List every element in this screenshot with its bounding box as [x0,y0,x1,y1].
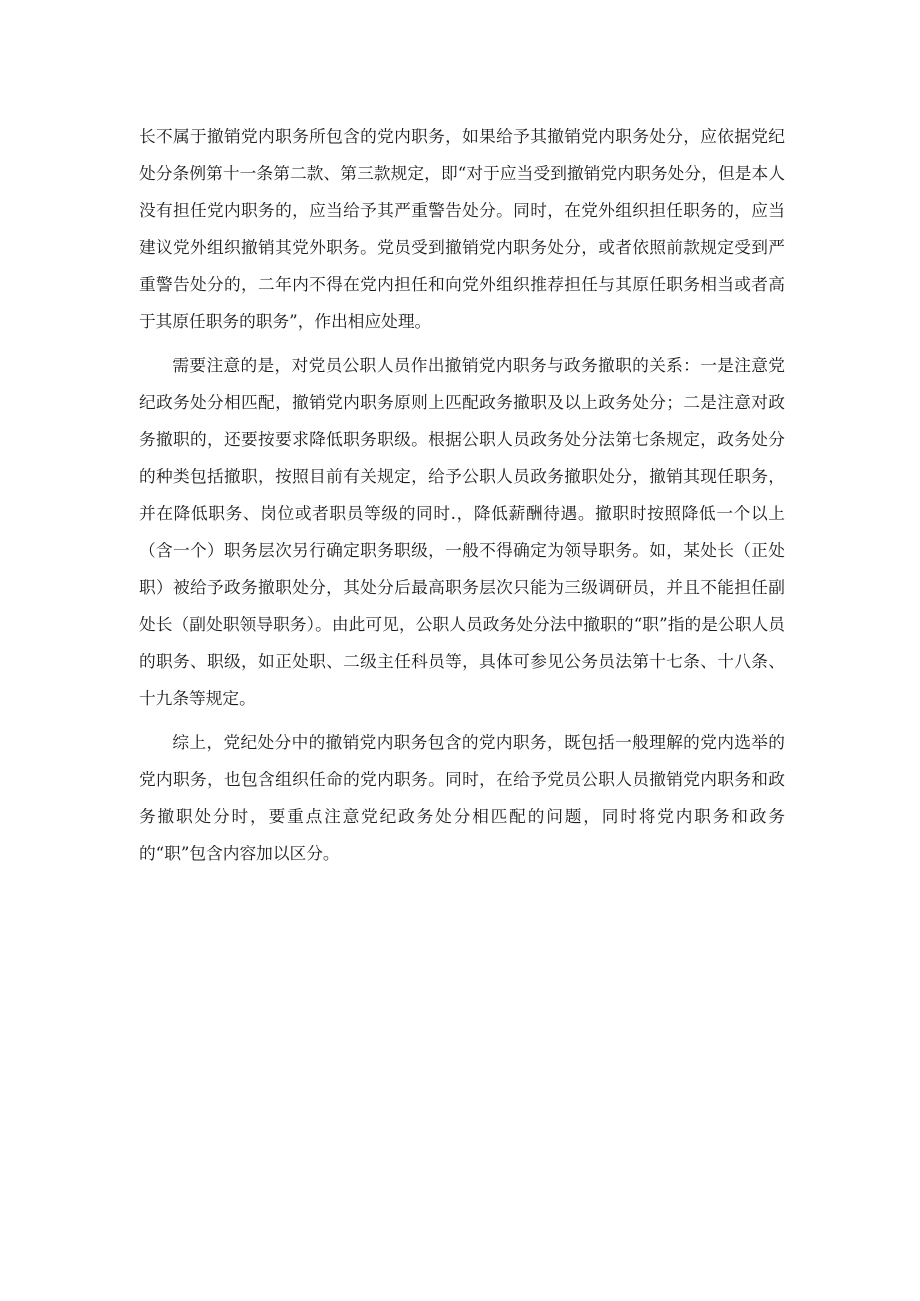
paragraph-attention: 需要注意的是，对党员公职人员作出撤销党内职务与政务撤职的关系：一是注意党纪政务处分相匹配，撤销党内职务原则上匹配政务撤职及以上政务处分；二是注意对政务撤职的，还要按要求降低职务职级。根据公职人员政务处分法第七条规定，政务处分的种类包括撤职，按照目前有关规定，给予公职人员政务撤职处分，撤销其现任职务，并在降低职务、岗位或者职员等级的同时.，降低薪酬待遇。撤职时按照降低一个以上（含一个）职务层次另行确定职务职级，一般不得确定为领导职务。如，某处长（正处职）被给予政务撤职处分，其处分后最高职务层次只能为三级调研员，并且不能担任副处长（副处职领导职务）。由此可见，公职人员政务处分法中撤职的“职”指的是公职人员的职务、职级，如正处职、二级主任科员等，具体可参见公务员法第十七条、十八条、十九条等规定。 [139,355,785,708]
document-body [139,118,785,879]
paragraph-conclusion: 综上，党纪处分中的撤销党内职务包含的党内职务，既包括一般理解的党内选举的党内职务，也包含组织任命的党内职务。同时，在给予党员公职人员撤销党内职务和政务撤职处分时，要重点注意党纪政务处分相匹配的问题，同时将党内职务和政务的“职”包含内容加以区分。 [139,732,785,863]
paragraph-continuation: 长不属于撤销党内职务所包含的党内职务，如果给予其撤销党内职务处分，应依据党纪处分条例第十一条第二款、第三款规定，即“对于应当受到撤销党内职务处分，但是本人没有担任党内职务的，应当给予其严重警告处分。同时，在党外组织担任职务的，应当建议党外组织撤销其党外职务。党员受到撤销党内职务处分，或者依照前款规定受到严重警告处分的，二年内不得在党内担任和向党外组织推荐担任与其原任职务相当或者高于其原任职务的职务”，作出相应处理。 [139,126,785,331]
